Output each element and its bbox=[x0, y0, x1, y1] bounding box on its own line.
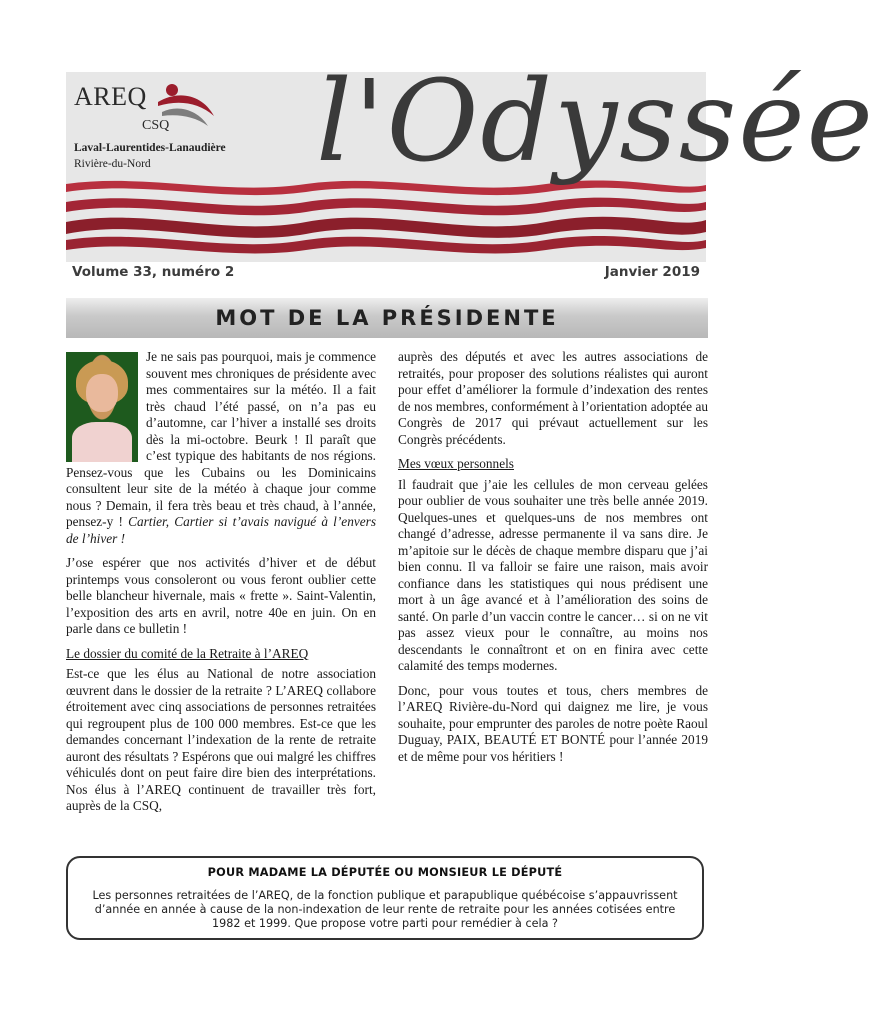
section-banner bbox=[66, 298, 708, 338]
subheading: Le dossier du comité de la Retraite à l’AREQ bbox=[66, 645, 309, 661]
right-column bbox=[398, 349, 708, 773]
region-name: Laval-Laurentides-Lanaudière bbox=[74, 142, 226, 154]
italic-quote: Cartier, Cartier si t’avais navigué à l’envers de l’hiver ! bbox=[66, 514, 377, 546]
org-logo-text: AREQ bbox=[74, 82, 147, 111]
volume-label: Volume 33, numéro 2 bbox=[72, 264, 235, 280]
section-title: MOT DE LA PRÉSIDENTE bbox=[215, 306, 559, 330]
left-column bbox=[66, 349, 376, 823]
paragraph: Est-ce que les élus au National de notre association œuvrent dans le dossier de la retraite ? L’AREQ collabore étroitement avec cinq associations de personnes retraitées qui regroupent plus de 100 000 membres. Est-ce que les demandes concernant l’indexation de la rente de retraite auront des résultats ? Espérons que oui malgré les chiffres véhiculés dont on peut faire dire bien des interprétations. Nos élus à l’AREQ continuent de travailler très fort, auprès de la CSQ, bbox=[66, 666, 376, 813]
newsletter-title: l'Odyssée bbox=[316, 57, 875, 187]
callout-body: Les personnes retraitées de l’AREQ, de la fonction publique et parapublique québécoise s’appauvrissent d’année en année à cause de la non-indexation de leur rente de retraite pour les années cotisées entre 1982 et 1999. Que propose votre parti pour remédier à cela ? bbox=[92, 889, 678, 930]
paragraph: Donc, pour vous toutes et tous, chers membres de l’AREQ Rivière-du-Nord qui daignez me lire, je vous souhaite, pour emprunter des paroles de notre poète Raoul Duguay, PAIX, BEAUTÉ ET BONTÉ pour l’année 2019 et de même pour vos héritiers ! bbox=[398, 682, 708, 764]
callout-box bbox=[66, 856, 704, 940]
callout-title: POUR MADAME LA DÉPUTÉE OU MONSIEUR LE DÉPUTÉ bbox=[207, 866, 563, 879]
org-sub-text: CSQ bbox=[142, 118, 170, 133]
paragraph: J’ose espérer que nos activités d’hiver et de début printemps vous consoleront ou vous feront oublier cette belle blancheur hivernale, mais « frette ». Saint-Valentin, l’exposition des arts en avril, notre 40e en juin. On en parle dans ce bulletin ! bbox=[66, 555, 376, 636]
masthead bbox=[66, 57, 875, 262]
paragraph: Il faudrait que j’aie les cellules de mon cerveau gelées pour oublier de vous souhaiter une très belle année 2019. Quelques-unes et quelques-uns de nos membres ont changé d’adresse, adresse permanente il va sans dire. Je m’apitoie sur le décès de chaque membre disparu que j’ai bien connu. Il va falloir se faire une raison, mais avoir confiance dans les statistiques qui nous prédisent une mort à un âge avancé et à l’amélioration des soins de santé. On parle d’un vaccin contre le cancer… si on ne vit pas assez vieux pour le connaître, au moins nos descendants le connaîtront et on en finira avec cette calamité des temps modernes. bbox=[398, 476, 708, 673]
paragraph: Je ne sais pas pourquoi, mais je commence souvent mes chroniques de présidente avec mes commentaires sur la météo. Il a fait très chaud l’été passé, on n’a pas eu d’automne, car l’hiver a installé ses droits dès la mi-octobre. Beurk ! Il paraît que c’est typique des habitants de nos régions. Pensez-vous que les Cubains ou les Dominicains consultent leur site de la météo à chaque jour comme nous ? Demain, il fera très beau et très chaud, à l’année, pensez-y ! Cartier, Cartier si t’avais navigué à l’envers de l’hiver ! bbox=[66, 349, 377, 546]
paragraph: auprès des députés et avec les autres associations de retraités, pour proposer des solutions réalistes qui auront pour effet d’améliorer la formule d’indexation des rentes de nos membres, conformément à l’orientation adoptée au Congrès de 2017 qui prévaut actuellement sur les Congrès précédents. bbox=[398, 349, 708, 447]
subheading: Mes vœux personnels bbox=[398, 456, 514, 471]
issue-date: Janvier 2019 bbox=[604, 264, 700, 280]
section-name: Rivière-du-Nord bbox=[74, 158, 151, 170]
